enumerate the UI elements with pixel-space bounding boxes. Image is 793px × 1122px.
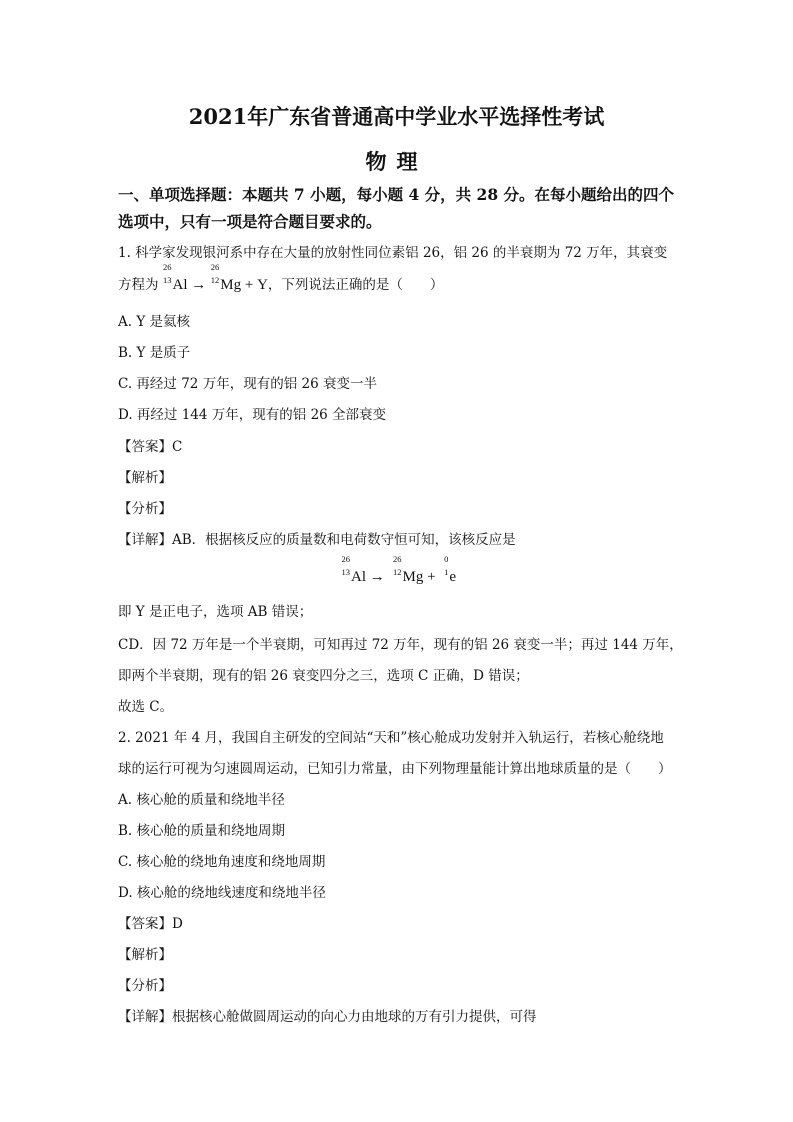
q2-fenxi-label: 【分析】 — [118, 978, 172, 994]
al-charge-number-2: 13 — [341, 567, 350, 577]
q1-conclusion: 故选 C。 — [118, 699, 174, 715]
page-title: 2021年广东省普通高中学业水平选择性考试 — [188, 104, 605, 129]
q1-decay-equation — [159, 262, 268, 293]
q2-answer: 【答案】D — [118, 916, 183, 932]
q1-option-b: B. Y 是质子 — [118, 345, 191, 361]
q2-option-b: B. 核心舱的质量和绕地周期 — [118, 823, 286, 839]
q1-stem-line2 — [118, 262, 444, 294]
q2-stem-line2: 球的运行可视为匀速圆周运动，已知引力常量，由下列物理量能计算出地球质量的是（ ） — [118, 761, 672, 777]
al-symbol: Al — [172, 277, 188, 293]
section-heading-line1: 一、单项选择题：本题共 7 小题，每小题 4 分，共 28 分。在每小题给出的四个 — [118, 185, 675, 204]
section-heading-line2: 选项中，只有一项是符合题目要求的。 — [118, 212, 382, 231]
q1-option-c: C. 再经过 72 万年，现有的铝 26 衰变一半 — [118, 376, 377, 392]
q1-explain-line2: CD．因 72 万年是一个半衰期，可知再过 72 万年，现有的铝 26 衰变一半；再过 144 万年， — [118, 637, 683, 653]
q2-analysis-label: 【解析】 — [118, 947, 172, 963]
mg-mass-number-2: 26 — [393, 554, 402, 564]
q1-stem-line1: 1. 科学家发现银河系中存在大量的放射性同位素铝 26，铝 26 的半衰期为 72 万年，其衰变 — [118, 245, 668, 261]
al-nuclide — [159, 262, 188, 294]
q1-explain-line3: 即两个半衰期，现有的铝 26 衰变四分之三，选项 C 正确，D 错误； — [118, 668, 529, 684]
positron-nuclide — [439, 554, 456, 586]
al-mass-number: 26 — [163, 262, 172, 272]
al-charge-number: 13 — [163, 275, 172, 285]
q2-detail-line: 【详解】根据核心舱做圆周运动的向心力由地球的万有引力提供，可得 — [118, 1009, 537, 1025]
q2-option-c: C. 核心舱的绕地角速度和绕地周期 — [118, 854, 326, 870]
q1-answer: 【答案】C — [118, 439, 183, 455]
mg-nuclide-2 — [389, 554, 424, 586]
positron-mass-number: 0 — [444, 554, 449, 564]
al-nuclide-2 — [337, 554, 366, 586]
q1-option-d: D. 再经过 144 万年，现有的铝 26 全部衰变 — [118, 407, 387, 423]
q1-fenxi-label: 【分析】 — [118, 501, 172, 517]
mg-symbol: Mg — [220, 277, 242, 293]
q2-option-a: A. 核心舱的质量和绕地半径 — [118, 792, 285, 808]
positron-symbol: e — [449, 569, 456, 585]
subject-title: 物理 — [365, 149, 428, 174]
q1-stem-suffix: ，下列说法正确的是（ ） — [267, 277, 444, 293]
al-mass-number-2: 26 — [341, 554, 350, 564]
mg-mass-number: 26 — [210, 262, 220, 272]
q1-stem-prefix: 方程为 — [118, 277, 159, 293]
q1-analysis-label: 【解析】 — [118, 470, 172, 486]
plus-symbol-2: + — [427, 569, 436, 585]
arrow-symbol-2: → — [369, 569, 385, 585]
y-symbol: Y — [257, 277, 268, 293]
q1-detail-line: 【详解】AB．根据核反应的质量数和电荷数守恒可知，该核反应是 — [118, 532, 516, 548]
mg-nuclide — [206, 262, 242, 294]
q1-explain-line1: 即 Y 是正电子，选项 AB 错误； — [118, 604, 313, 620]
q2-stem-line1: 2. 2021 年 4 月，我国自主研发的空间站“天和”核心舱成功发射并入轨运行，若核心舱绕地 — [118, 730, 664, 746]
mg-charge-number-2: 12 — [393, 567, 402, 577]
q2-option-d: D. 核心舱的绕地线速度和绕地半径 — [118, 885, 326, 901]
mg-charge-number: 12 — [210, 275, 220, 285]
q1-full-equation — [0, 554, 793, 586]
plus-symbol: + — [244, 277, 254, 293]
positron-charge-number: 1 — [444, 567, 449, 577]
q1-option-a: A. Y 是氦核 — [118, 314, 191, 330]
al-symbol-2: Al — [351, 569, 366, 585]
arrow-symbol: → — [191, 277, 207, 293]
mg-symbol-2: Mg — [402, 569, 424, 585]
